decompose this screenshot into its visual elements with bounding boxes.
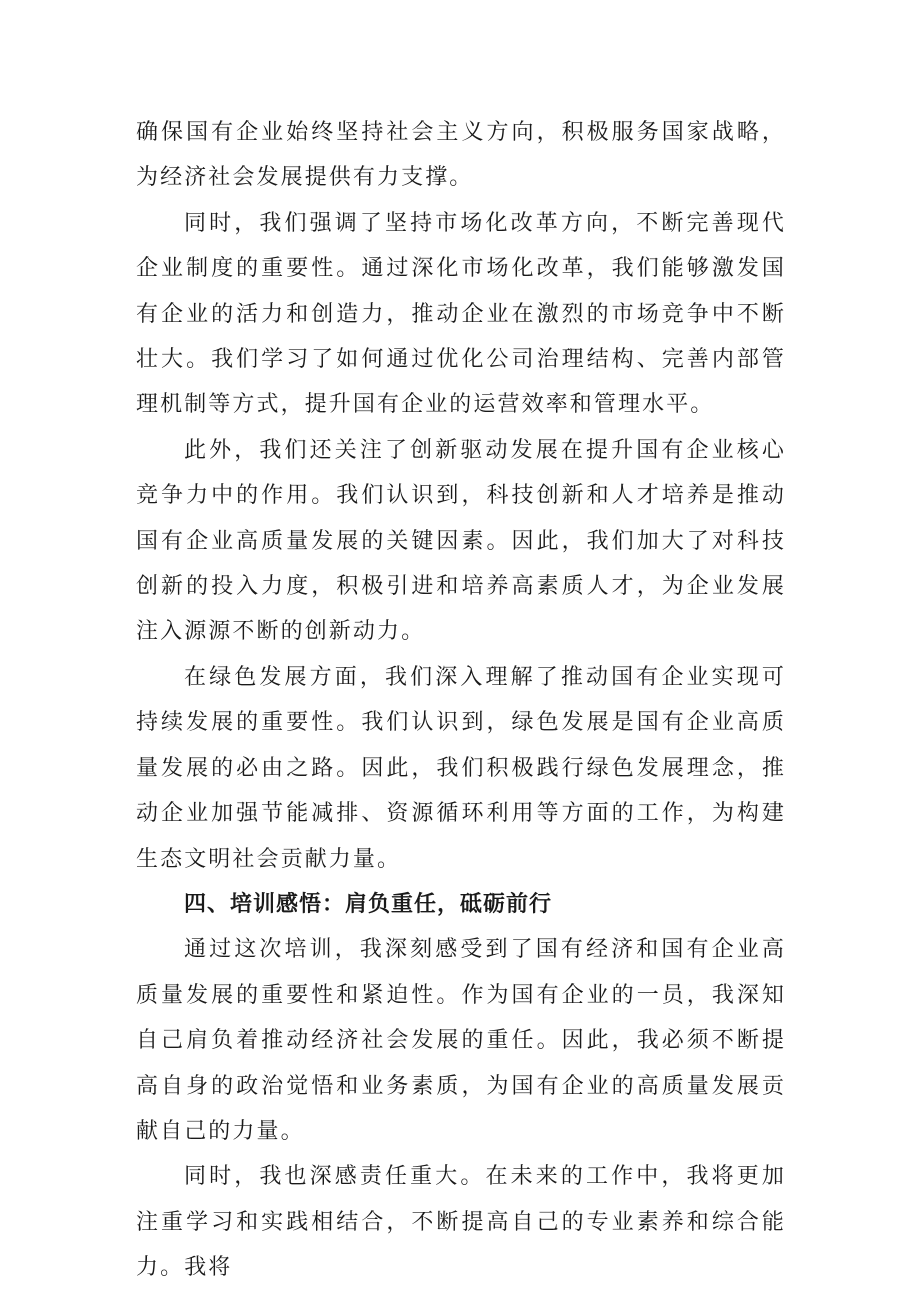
paragraph-6: 同时，我也深感责任重大。在未来的工作中，我将更加注重学习和实践相结合，不断提高自己的专业素养和综合能力。我将: [136, 1164, 786, 1281]
paragraph-1: 确保国有企业始终坚持社会主义方向，积极服务国家战略，为经济社会发展提供有力支撑。: [136, 120, 786, 191]
paragraph-4: 在绿色发展方面，我们深入理解了推动国有企业实现可持续发展的重要性。我们认识到，绿色发展是国有企业高质量发展的必由之路。因此，我们积极践行绿色发展理念，推动企业加强节能减排、资源循环利用等方面的工作，为构建生态文明社会贡献力量。: [136, 664, 786, 872]
paragraph-2: 同时，我们强调了坚持市场化改革方向，不断完善现代企业制度的重要性。通过深化市场化改革，我们能够激发国有企业的活力和创造力，推动企业在激烈的市场竞争中不断壮大。我们学习了如何通过优化公司治理结构、完善内部管理机制等方式，提升国有企业的运营效率和管理水平。: [136, 210, 786, 418]
section-heading: 四、培训感悟：肩负重任，砥砺前行: [184, 891, 553, 917]
paragraph-3: 此外，我们还关注了创新驱动发展在提升国有企业核心竞争力中的作用。我们认识到，科技创新和人才培养是推动国有企业高质量发展的关键因素。因此，我们加大了对科技创新的投入力度，积极引进和培养高素质人才，为企业发展注入源源不断的创新动力。: [136, 437, 786, 645]
document-body: [136, 110, 786, 1291]
paragraph-5: 通过这次培训，我深刻感受到了国有经济和国有企业高质量发展的重要性和紧迫性。作为国有企业的一员，我深知自己肩负着推动经济社会发展的重任。因此，我必须不断提高自身的政治觉悟和业务素质，为国有企业的高质量发展贡献自己的力量。: [136, 937, 786, 1144]
